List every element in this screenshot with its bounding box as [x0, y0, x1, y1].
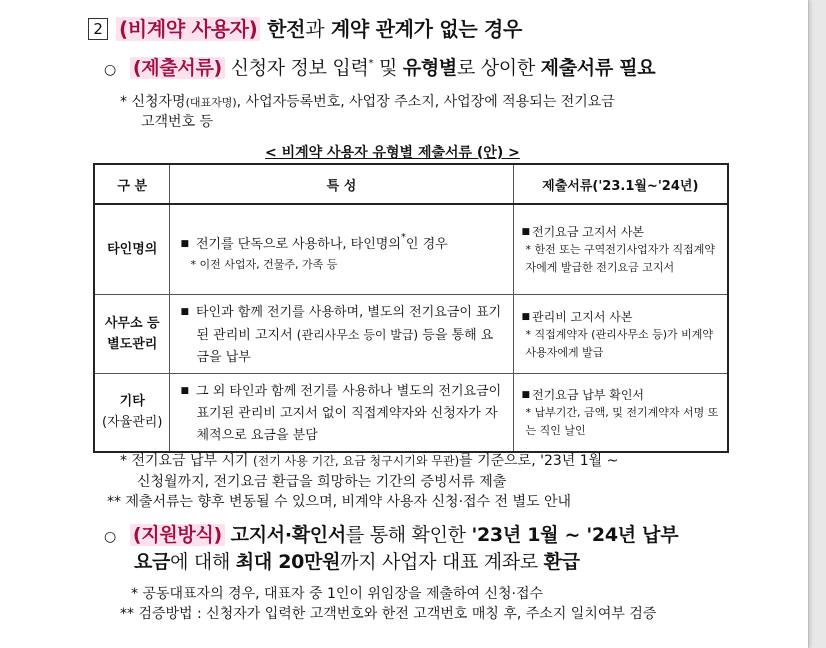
footnote-1-marker: *	[120, 453, 127, 469]
row-label-line1: 기타	[119, 394, 145, 409]
section-title-b: 과	[305, 17, 325, 41]
docs-note-marker: *	[120, 94, 127, 110]
docs-note-line1	[120, 91, 615, 111]
row-label-line1: 사무소 등	[104, 315, 160, 331]
row-characteristics	[170, 294, 513, 373]
docs-note-a: 신청자명	[131, 94, 186, 110]
row-mid-note: * 이전 사업자, 건물주, 가족 등	[190, 257, 338, 271]
support-line2-d: 까지 사업자 대표 계좌로	[340, 551, 538, 573]
row-right-note: * 직접계약자 (관리사무소 등)가 비계약사용자에게 발급	[525, 327, 713, 359]
docs-note-line2: 고객번호 등	[141, 114, 214, 130]
footnote-2-text: 제출서류는 향후 변동될 수 있으며, 비계약 사용자 신청·접수 전 별도 안내	[125, 494, 572, 510]
header-category: 구 분	[94, 164, 170, 204]
support-line2-e: 환급	[543, 551, 580, 573]
row-label	[94, 373, 170, 452]
support-text-c: '23년 1월 ~ '24년 납부	[471, 524, 679, 546]
row-mid-text: 그 외 타인과 함께 전기를 사용하나 별도의 전기요금이 표기된 관리비 고지서 없이 직접계약자와 신청자가 자체적으로 요금을 분담	[196, 383, 502, 443]
row-mid-end: 등을 통해 요금을 납부	[196, 327, 494, 365]
docs-note-b: , 사업자등록번호, 사업장 주소지, 사업장에 적용되는 전기요금	[236, 94, 615, 110]
header-characteristics: 특 성	[170, 164, 513, 204]
row-mid-main	[180, 301, 504, 369]
support-text-a: 고지서·확인서	[230, 524, 346, 546]
row-right-main	[522, 223, 721, 241]
support-note-1-marker: *	[131, 586, 138, 602]
row-documents	[513, 373, 728, 452]
table-caption: < 비계약 사용자 유형별 제출서류 (안) >	[265, 145, 520, 161]
docs-note-small: (대표자명)	[185, 96, 237, 109]
footnote-2-marker: **	[107, 494, 121, 510]
row-right-text: 전기요금 납부 확인서	[532, 388, 645, 402]
section-number-box: 2	[88, 18, 108, 40]
footnote-1	[120, 450, 618, 470]
docs-text-c: 유형별	[402, 57, 457, 79]
docs-point	[104, 53, 655, 80]
footnote-1-paren: (전기 사용 기간, 요금 청구시기와 무관)	[253, 454, 460, 468]
support-point	[104, 520, 678, 547]
docs-text-d: 로 상이한	[456, 57, 535, 79]
row-mid-text: 전기를 단독으로 사용하나, 타인명의	[196, 236, 401, 252]
row-right-text: 전기요금 고지서 사본	[532, 225, 645, 240]
section-title-a: 한전	[267, 17, 306, 41]
table-row	[94, 204, 728, 294]
support-note-2-text: 검증방법 : 신청자가 입력한 고객번호와 한전 고객번호 매칭 후, 주소지 일치여부 검증	[138, 606, 657, 622]
footnote-1-text-b: 를 기준으로, '23년 1월 ~	[459, 453, 619, 469]
table-row	[94, 294, 728, 373]
row-right-note: * 납부기간, 금액, 및 전기계약자 서명 또는 직인 날인	[525, 406, 719, 437]
footnote-1-text-a: 전기요금 납부 시기	[131, 453, 249, 469]
square-bullet-icon: ■	[180, 306, 189, 317]
row-label-line1: 타인명의	[107, 241, 158, 257]
footnote-2	[107, 491, 571, 511]
row-mid-main	[180, 227, 504, 256]
footnote-1-line2: 신청월까지, 전기요금 환급을 희망하는 기간의 증빙서류 제출	[137, 474, 507, 490]
support-point-line2	[134, 547, 580, 574]
support-note-1	[131, 583, 543, 603]
table-row	[94, 373, 728, 452]
support-note-1-text: 공동대표자의 경우, 대표자 중 1인이 위임장을 제출하여 신청·접수	[142, 586, 544, 602]
row-documents	[513, 294, 728, 373]
row-label	[94, 294, 170, 373]
support-line2-c: 최대 20만원	[235, 551, 341, 573]
row-mid-paren: (관리사무소 등이 발급)	[296, 327, 419, 342]
support-note-2-marker: **	[120, 606, 134, 622]
row-right-main	[522, 386, 721, 404]
square-bullet-icon: ■	[521, 311, 531, 322]
support-line2-a: 요금	[134, 551, 171, 573]
row-mid-sup: *	[400, 231, 406, 243]
section-heading	[88, 13, 522, 42]
header-documents: 제출서류('23.1월~'24년)	[513, 164, 728, 204]
row-documents	[513, 204, 728, 294]
square-bullet-icon: ■	[180, 238, 189, 249]
row-label	[94, 204, 170, 294]
row-mid-main	[180, 380, 504, 447]
row-mid-end: 인 경우	[405, 236, 448, 252]
submission-docs-table	[93, 163, 729, 453]
row-characteristics	[170, 204, 513, 294]
table-header-row	[94, 164, 728, 204]
row-right-text: 관리비 고지서 사본	[532, 309, 633, 324]
row-mid-text: 타인과 함께 전기를 사용하며, 별도의 전기요금이 표기된 관리비 고지서	[196, 304, 502, 343]
row-characteristics	[170, 373, 513, 452]
row-label-line2: (자율관리)	[102, 415, 163, 430]
square-bullet-icon: ■	[521, 390, 531, 400]
docs-text-b: 및	[378, 57, 398, 79]
section-title-c: 계약 관계가 없는 경우	[330, 17, 523, 41]
row-label-line2: 별도관리	[107, 336, 158, 352]
support-text-b: 를 통해 확인한	[345, 524, 466, 546]
support-note-2	[120, 603, 656, 623]
support-line2-b: 에 대해	[170, 551, 231, 573]
row-right-main	[522, 308, 721, 326]
square-bullet-icon: ■	[521, 227, 531, 238]
circle-bullet-icon: ○	[104, 62, 116, 78]
square-bullet-icon: ■	[180, 385, 189, 396]
section-tag: (비계약 사용자)	[116, 17, 260, 41]
circle-bullet-icon: ○	[104, 529, 116, 545]
docs-text-e: 제출서류 필요	[540, 57, 656, 79]
support-tag: (지원방식)	[130, 524, 225, 546]
docs-text-a: 신청자 정보 입력	[230, 57, 369, 79]
row-right-note: * 한전 또는 구역전기사업자가 직접계약자에게 발급한 전기요금 고지서	[525, 243, 716, 275]
docs-tag: (제출서류)	[130, 57, 225, 79]
docs-mark: *	[368, 58, 374, 69]
